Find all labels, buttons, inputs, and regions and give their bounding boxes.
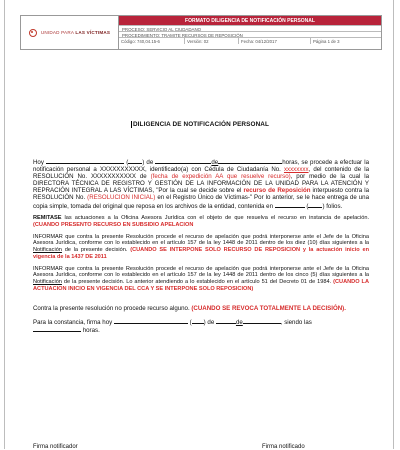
blank-sign-month[interactable] bbox=[216, 318, 236, 324]
document-header bbox=[20, 15, 382, 50]
text-cursor bbox=[131, 121, 132, 128]
fecha: Fecha: 04/12/2017 bbox=[239, 38, 311, 44]
blank-day-number[interactable] bbox=[128, 158, 142, 164]
logo-text: UNIDAD PARA LAS VÍCTIMAS bbox=[40, 30, 111, 35]
version: Versión: 02 bbox=[185, 38, 239, 44]
document-body bbox=[33, 158, 369, 339]
blank-sign-day-number[interactable] bbox=[192, 318, 204, 324]
paragraph-constancia: Para la constancia, firma hoy ( ) de de , siendo las horas. bbox=[33, 318, 312, 334]
codigo: Código: 740,04.15-6 bbox=[119, 38, 185, 44]
blank-sign-hours[interactable] bbox=[33, 326, 81, 332]
paragraph-remitase: REMITASE las actuaciones a la Oficina Asesora Jurídica con el objeto de que resuelva el recurso en instancia de apelación. (CUANDO PRESENTO RECURSO EN SUBSIDIO APELACION bbox=[33, 215, 369, 228]
meta-row bbox=[119, 37, 381, 44]
paragraph-informar-1: INFORMAR que contra la presente Resolución procede el recurso de apelación que podrá interponerse ante el Jefe de la Oficina Asesora Jurídica, conforme con lo establecido en el artículo 157 de la ley 1448 de 2011 dentro de los diez (10) días siguientes a la Notificación de la presente decisión. (CUANDO SE INTERPONE SOLO RECURSO DE REPOSICION y la actuación inicio en vigencia de la 1437 DE 2011 bbox=[33, 233, 369, 260]
blank-sign-day-text[interactable] bbox=[114, 318, 188, 324]
signature-notificado: Firma notificado bbox=[262, 444, 305, 450]
format-title: FORMATO DILIGENCIA DE NOTIFICACIÓN PERSONAL bbox=[119, 16, 381, 25]
document-title: DILIGENCIA DE NOTIFICACIÓN PERSONAL bbox=[132, 121, 270, 129]
blank-folios-number[interactable] bbox=[308, 202, 322, 208]
blank-month[interactable] bbox=[155, 158, 211, 164]
blank-folios-text[interactable] bbox=[275, 202, 305, 208]
proceso-row: PROCESO: SERVICIO AL CIUDADANO bbox=[119, 25, 381, 32]
blank-day-text[interactable] bbox=[46, 158, 124, 164]
blank-year[interactable] bbox=[218, 158, 282, 164]
unidad-victimas-logo-icon bbox=[29, 29, 37, 37]
blank-sign-year[interactable] bbox=[243, 318, 281, 324]
logo-cell bbox=[21, 16, 119, 49]
paragraph-no-recurso: Contra la presente resolución no procede recurso alguno. (CUANDO SE REVOCA TOTALMENTE LA DECISIÓN). bbox=[33, 305, 346, 313]
paragraph-informar-2: INFORMAR que contra la presente Resolución procede el recurso de apelación que podrá interponerse ante el Jefe de la Oficina Asesora Jurídica, conforme con lo establecido en el artículo 157 de la ley 1448 de 2011 dentro de los cinco (5) días siguientes a la Notificación de la presente decisión. Lo anterior atendiendo a lo establecido en el artículo 51 del Decreto 01 de 1984. (CUANDO LA ACTUACION INICIO EN VIGENCIA DEL CCA Y SE INTERPONE SOLO REPOSICION) bbox=[33, 265, 369, 292]
paragraph-notification: Hoy ( ) de de horas, se procede a efectuar la notificación personal a XXXXXXXXXXX, identificado(a) con Cédula de Ciudadanía No. xxxxxxxx, del contenido de la RESOLUCIÓN No. XXXXXXXXXXX de (fecha de expedición AA que resuelve recurso), por medio de la cual la DIRECTORA TÉCNICA DE REGISTRO Y GESTIÓN DE LA INFORMACIÓN DE LA UNIDAD PARA LA ATENCIÓN Y REPRACIÓN INTEGRAL A LAS VÍCTIMAS, "Por la cual se decide sobre el recurso de Reposición interpuesto contra la RESOLUCIÓN No. (RESOLUCION INICIAL) en el Registro Único de Víctimas-" Por lo anterior, se le hace entrega de una copia simple, tomada del original que reposa en los archivos de la entidad, contenida en ( ) folios. bbox=[33, 159, 370, 210]
procedimiento-row: PROCEDIMIENTO: TRAMITE RECURSOS DE REPOSICIÓN bbox=[119, 31, 381, 38]
signature-notificador: Firma notificador bbox=[33, 444, 78, 450]
pagina: Página 1 de 3 bbox=[313, 38, 340, 44]
